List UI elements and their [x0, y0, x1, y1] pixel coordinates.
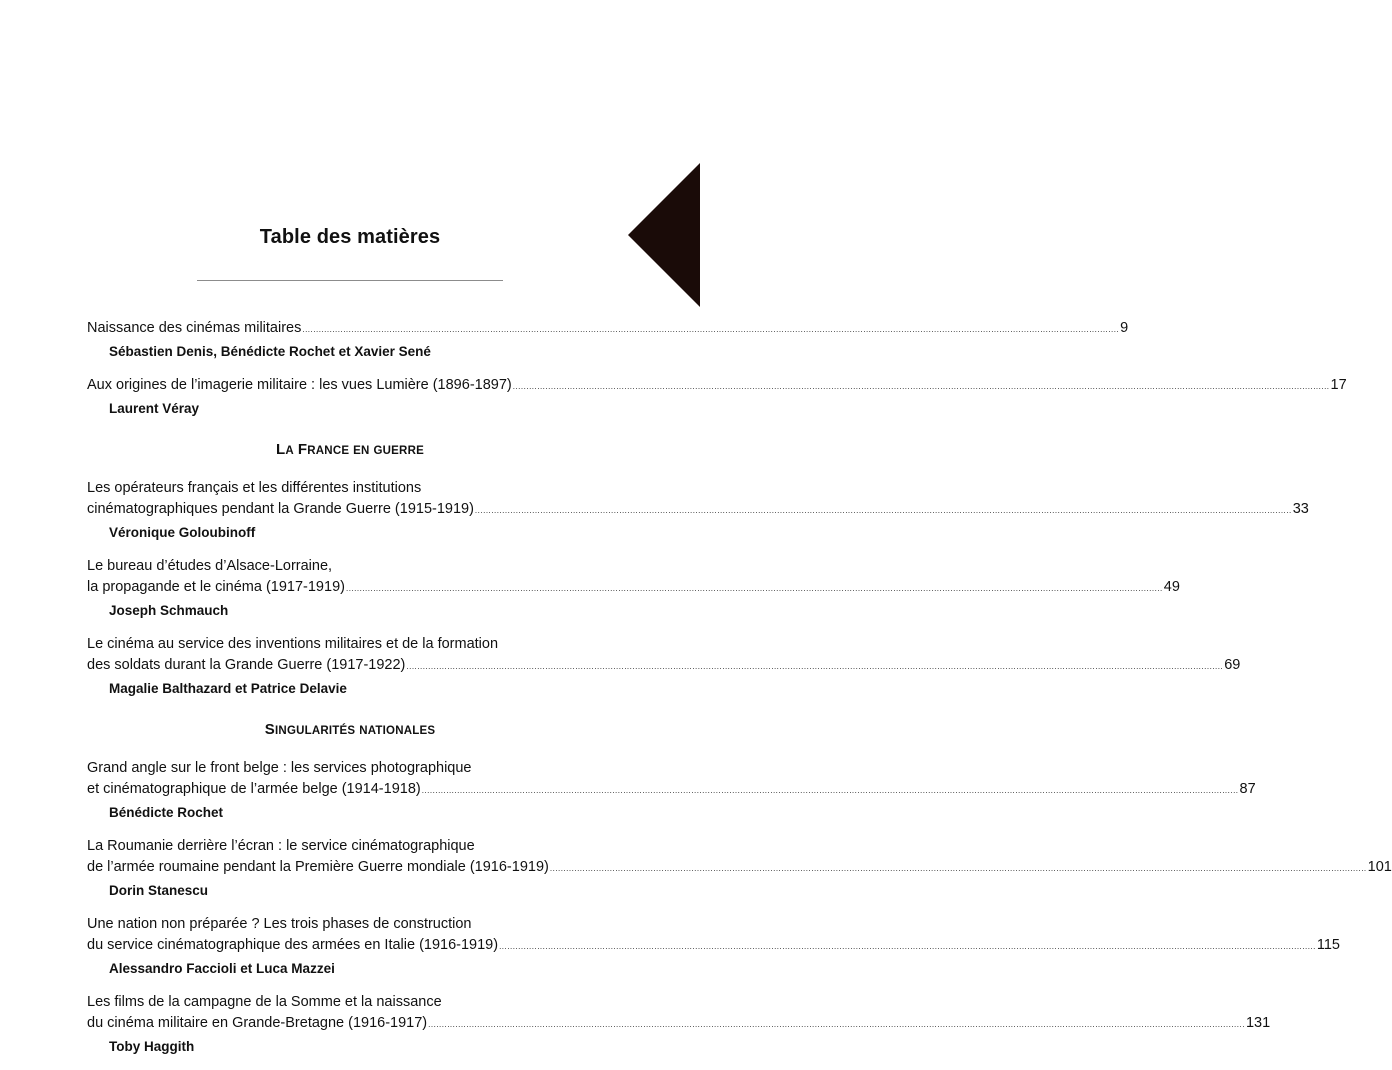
dot-leader: ............................................................................................................................................................................................................................................................................................................: [406, 662, 1224, 671]
toc-entry[interactable]: [87, 914, 1340, 979]
entry-author: Alessandro Faccioli et Luca Mazzei: [109, 961, 335, 976]
page-number: 131: [1245, 1015, 1271, 1031]
entry-author: Laurent Véray: [109, 401, 200, 416]
entry-title-line: La Roumanie derrière l’écran : le service cinématographique: [87, 838, 475, 854]
entry-title-row: [87, 857, 1392, 879]
table-of-contents: [87, 318, 1392, 1070]
title-divider: [197, 280, 503, 281]
page-number: 17: [1330, 377, 1347, 393]
toc-entry[interactable]: [87, 375, 1347, 419]
toc-entry[interactable]: [87, 634, 1241, 699]
entry-title-line: de l’armée roumaine pendant la Première Guerre mondiale (1916-1919): [87, 859, 549, 875]
dot-leader: ............................................................................................................................................................................................................................................................................................................: [474, 506, 1292, 515]
entry-title-row: [87, 779, 1256, 801]
entry-author: Toby Haggith: [109, 1039, 195, 1054]
page-number: 101: [1367, 859, 1392, 875]
page-number: 87: [1239, 781, 1256, 797]
dot-leader: ............................................................................................................................................................................................................................................................................................................: [345, 584, 1163, 593]
section-heading: SINGULARITÉS NATIONALES: [264, 721, 436, 738]
entry-title-row: [87, 935, 1340, 957]
dot-leader: ............................................................................................................................................................................................................................................................................................................: [428, 1020, 1245, 1029]
entry-title-line: la propagande et le cinéma (1917-1919): [87, 579, 345, 595]
dot-leader: ............................................................................................................................................................................................................................................................................................................: [512, 382, 1330, 391]
page-number: 69: [1224, 657, 1241, 673]
dot-leader: ............................................................................................................................................................................................................................................................................................................: [499, 942, 1316, 951]
page-number: 33: [1292, 501, 1309, 517]
entry-title-row: [87, 375, 1347, 397]
entry-title-line: cinématographiques pendant la Grande Guerre (1915-1919): [87, 501, 474, 517]
page-number: 49: [1163, 579, 1180, 595]
dot-leader: ............................................................................................................................................................................................................................................................................................................: [549, 864, 1367, 873]
toc-entry[interactable]: [87, 836, 1392, 901]
toc-entry[interactable]: [87, 556, 1180, 621]
entry-title-line: Les opérateurs français et les différentes institutions: [87, 480, 422, 496]
entry-title-row: [87, 318, 1129, 340]
entry-author: Magalie Balthazard et Patrice Delavie: [109, 681, 347, 696]
toc-entry[interactable]: [87, 758, 1256, 823]
entry-title-line: Une nation non préparée ? Les trois phases de construction: [87, 916, 472, 932]
entry-title-row: [87, 1013, 1271, 1035]
toc-entry[interactable]: [87, 478, 1309, 543]
entry-author: Joseph Schmauch: [109, 603, 229, 618]
entry-title-line: Grand angle sur le front belge : les services photographique: [87, 760, 472, 776]
page-title: Table des matières: [259, 226, 441, 248]
entry-title-row: [87, 577, 1180, 599]
entry-title-line: Le cinéma au service des inventions militaires et de la formation: [87, 636, 499, 652]
toc-entry[interactable]: [87, 318, 1129, 362]
entry-title-line: du cinéma militaire en Grande-Bretagne (1916-1917): [87, 1015, 428, 1031]
entry-title-line: Le bureau d’études d’Alsace-Lorraine,: [87, 558, 333, 574]
section-heading: LA FRANCE EN GUERRE: [276, 441, 424, 458]
entry-title-row: [87, 655, 1241, 677]
dot-leader: ............................................................................................................................................................................................................................................................................................................: [302, 325, 1120, 334]
entry-author: Dorin Stanescu: [109, 883, 209, 898]
entry-title-row: [87, 499, 1309, 521]
entry-title-line: Les films de la campagne de la Somme et la naissance: [87, 994, 442, 1010]
entry-title-line: du service cinématographique des armées en Italie (1916-1919): [87, 937, 499, 953]
page-number: 115: [1316, 937, 1340, 953]
entry-author: Sébastien Denis, Bénédicte Rochet et Xavier Sené: [109, 344, 431, 359]
entry-title-line: Aux origines de l’imagerie militaire : les vues Lumière (1896-1897): [87, 377, 512, 393]
entry-title-line: Naissance des cinémas militaires: [87, 320, 302, 336]
dot-leader: ............................................................................................................................................................................................................................................................................................................: [421, 786, 1239, 795]
page-number: 9: [1120, 320, 1129, 336]
entry-author: Bénédicte Rochet: [109, 805, 224, 820]
entry-author: Véronique Goloubinoff: [109, 525, 256, 540]
entry-title-line: des soldats durant la Grande Guerre (1917-1922): [87, 657, 406, 673]
toc-entry[interactable]: [87, 992, 1271, 1057]
entry-title-line: et cinématographique de l’armée belge (1914-1918): [87, 781, 421, 797]
